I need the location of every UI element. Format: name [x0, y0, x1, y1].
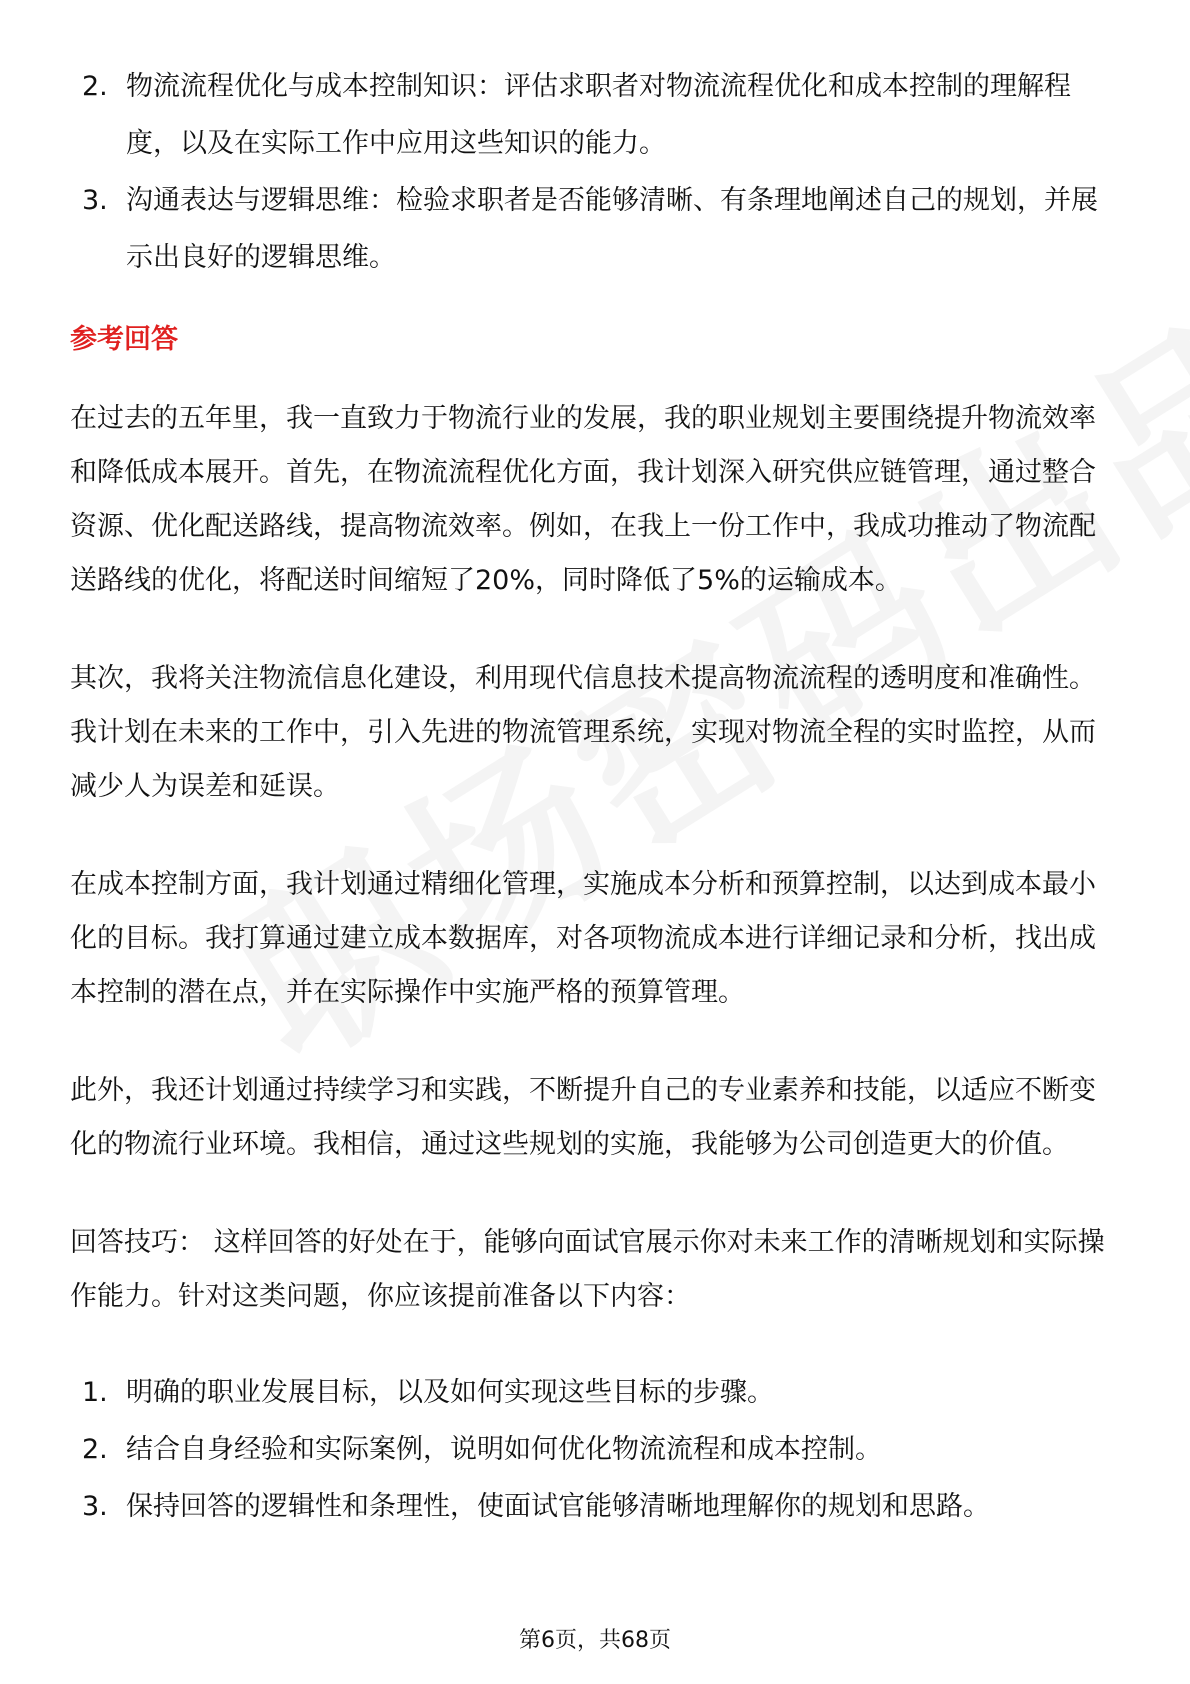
answer-paragraph: 其次，我将关注物流信息化建设，利用现代信息技术提高物流流程的透明度和准确性。我计划在未来的工作中，引入先进的物流管理系统，实现对物流全程的实时监控，从而减少人为误差和延误。	[70, 663, 1096, 802]
list-text: 结合自身经验和实际案例，说明如何优化物流流程和成本控制。	[126, 1434, 882, 1465]
section-heading: 参考回答	[70, 324, 178, 355]
answer-paragraph: 此外，我还计划通过持续学习和实践，不断提升自己的专业素养和技能，以适应不断变化的物流行业环境。我相信，通过这些规划的实施，我能够为公司创造更大的价值。	[70, 1075, 1096, 1160]
list-text: 沟通表达与逻辑思维：检验求职者是否能够清晰、有条理地阐述自己的规划，并展示出良好的逻辑思维。	[126, 185, 1098, 273]
page-content	[70, 58, 1120, 1535]
list-item	[70, 1478, 1120, 1535]
list-item	[70, 58, 1120, 172]
tips-list	[70, 1364, 1120, 1535]
list-text: 保持回答的逻辑性和条理性，使面试官能够清晰地理解你的规划和思路。	[126, 1491, 990, 1522]
tips-paragraph: 回答技巧： 这样回答的好处在于，能够向面试官展示你对未来工作的清晰规划和实际操作能力。针对这类问题，你应该提前准备以下内容：	[70, 1227, 1105, 1312]
list-text: 明确的职业发展目标，以及如何实现这些目标的步骤。	[126, 1377, 774, 1408]
list-number: 1.	[82, 1377, 108, 1408]
list-number: 2.	[82, 71, 108, 102]
list-number: 3.	[82, 1491, 108, 1522]
criteria-list	[70, 58, 1120, 286]
list-item	[70, 1364, 1120, 1421]
list-text: 物流流程优化与成本控制知识：评估求职者对物流流程优化和成本控制的理解程度，以及在实际工作中应用这些知识的能力。	[126, 71, 1071, 159]
list-item	[70, 172, 1120, 286]
answer-paragraph: 在成本控制方面，我计划通过精细化管理，实施成本分析和预算控制，以达到成本最小化的目标。我打算通过建立成本数据库，对各项物流成本进行详细记录和分析，找出成本控制的潜在点，并在实际操作中实施严格的预算管理。	[70, 869, 1096, 1008]
list-item	[70, 1421, 1120, 1478]
list-number: 3.	[82, 185, 108, 216]
answer-paragraph: 在过去的五年里，我一直致力于物流行业的发展，我的职业规划主要围绕提升物流效率和降低成本展开。首先，在物流流程优化方面，我计划深入研究供应链管理，通过整合资源、优化配送路线，提高物流效率。例如，在我上一份工作中，我成功推动了物流配送路线的优化，将配送时间缩短了20%，同时降低了5%的运输成本。	[70, 403, 1096, 596]
list-number: 2.	[82, 1434, 108, 1465]
page-number: 第6页，共68页	[519, 1628, 671, 1653]
